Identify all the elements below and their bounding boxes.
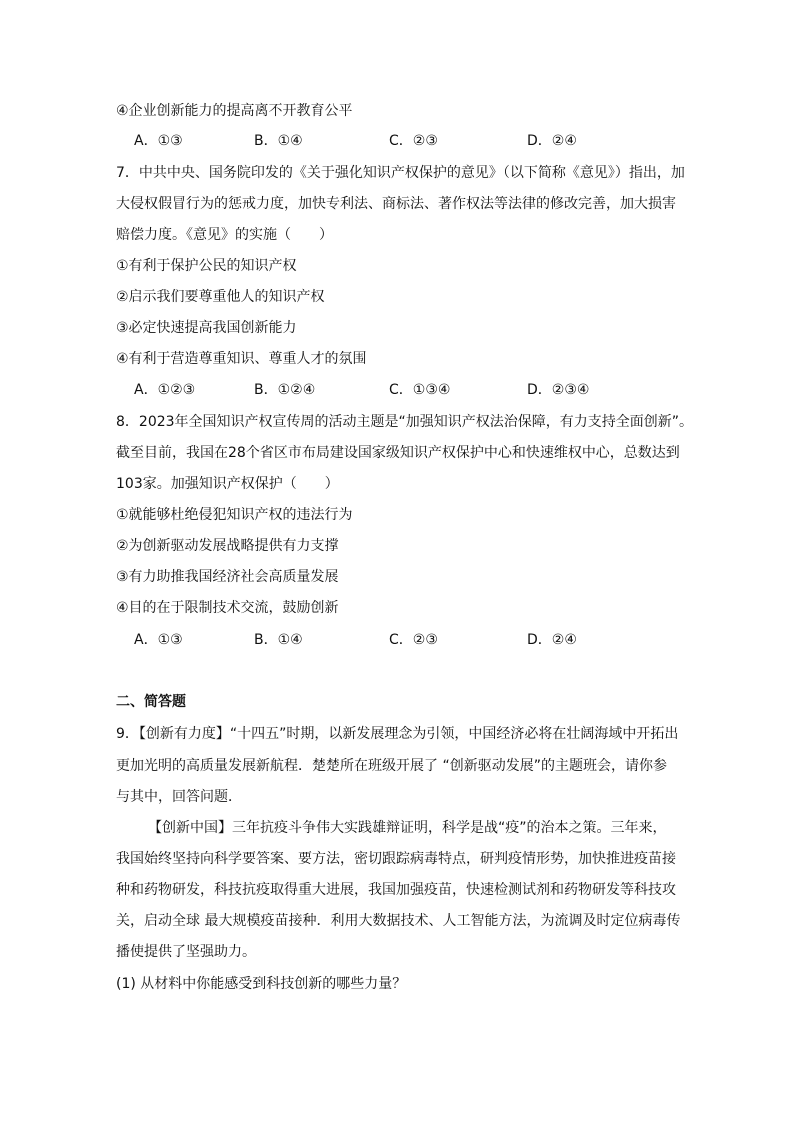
- q8-option-d[interactable]: D．②④: [527, 632, 577, 648]
- q8-option-c[interactable]: C．②③: [389, 632, 438, 648]
- q8-item-2: ②为创新驱动发展战略提供有力支撑: [116, 538, 339, 554]
- q9-material-line-3: 种和药物研发，科技抗疫取得重大进展，我国加强疫苗，快速检测试剂和药物研发等科技攻: [116, 882, 676, 898]
- q9-stem-line-2: 更加光明的高质量发展新航程．楚楚所在班级开展了 “创新驱动发展”的主题班会，请你参: [116, 758, 667, 774]
- q9-material-line-1: 【创新中国】三年抗疫斗争伟大实践雄辩证明，科学是战“疫”的治本之策。三年来，: [148, 820, 667, 836]
- q8-stem-line-2: 截至目前，我国在28个省区市布局建设国家级知识产权保护中心和快速维权中心，总数达到: [116, 445, 680, 461]
- q9-material-line-2: 我国始终坚持向科学要答案、要方法，密切跟踪病毒特点，研判疫情形势，加快推进疫苗接: [116, 851, 676, 867]
- q8-stem-line-3: 103家。加强知识产权保护（ ）: [116, 476, 339, 492]
- q6-option-c[interactable]: C．②③: [389, 133, 438, 149]
- q8-item-1: ①就能够杜绝侵犯知识产权的违法行为: [116, 507, 353, 523]
- q7-option-a[interactable]: A．①②③: [134, 382, 196, 398]
- q7-stem-line-2: 大侵权假冒行为的惩戒力度，加快专利法、商标法、著作权法等法律的修改完善，加大损害: [116, 196, 676, 212]
- q8-options: [134, 630, 694, 650]
- q8-stem-line-1: 8．2023年全国知识产权宣传周的活动主题是“加强知识产权法治保障，有力支持全面创新”。: [116, 414, 694, 430]
- q7-item-1: ①有利于保护公民的知识产权: [116, 258, 297, 274]
- q8-option-a[interactable]: A．①③: [134, 632, 183, 648]
- q9-stem-line-1: 9．【创新有力度】“十四五”时期，以新发展理念为引领，中国经济必将在壮阔海域中开拓出: [116, 726, 679, 742]
- q8-item-4: ④目的在于限制技术交流，鼓励创新: [116, 600, 339, 616]
- q7-option-b[interactable]: B．①②④: [254, 382, 316, 398]
- q8-option-b[interactable]: B．①④: [254, 632, 303, 648]
- q6-option-a[interactable]: A．①③: [134, 133, 183, 149]
- q7-item-4: ④有利于营造尊重知识、尊重人才的氛围: [116, 351, 367, 367]
- q7-item-2: ②启示我们要尊重他人的知识产权: [116, 289, 325, 305]
- q7-stem-line-1: 7．中共中央、国务院印发的《关于强化知识产权保护的意见》（以下简称《意见》）指出，加: [116, 165, 685, 181]
- q9-stem-line-3: 与其中，回答问题．: [116, 789, 242, 805]
- section-heading: 二、简答题: [116, 694, 186, 710]
- q7-options: [134, 380, 694, 400]
- q7-option-c[interactable]: C．①③④: [389, 382, 451, 398]
- q7-item-3: ③必定快速提高我国创新能力: [116, 320, 297, 336]
- q9-material-line-5: 播使提供了坚强助力。: [116, 944, 256, 960]
- q6-option-d[interactable]: D．②④: [527, 133, 577, 149]
- q9-material-line-4: 关，启动全球 最大规模疫苗接种．利用大数据技术、人工智能方法，为流调及时定位病毒传: [116, 913, 681, 929]
- q8-item-3: ③有力助推我国经济社会高质量发展: [116, 569, 339, 585]
- q7-stem-line-3: 赔偿力度。《意见》的实施（ ）: [116, 227, 333, 243]
- q9-subquestion-1: (1) 从材料中你能感受到科技创新的哪些力量？: [116, 976, 407, 992]
- q7-option-d[interactable]: D．②③④: [527, 382, 590, 398]
- q6-options: [134, 131, 694, 151]
- q6-item-4: ④企业创新能力的提高离不开教育公平: [116, 103, 353, 119]
- q6-option-b[interactable]: B．①④: [254, 133, 303, 149]
